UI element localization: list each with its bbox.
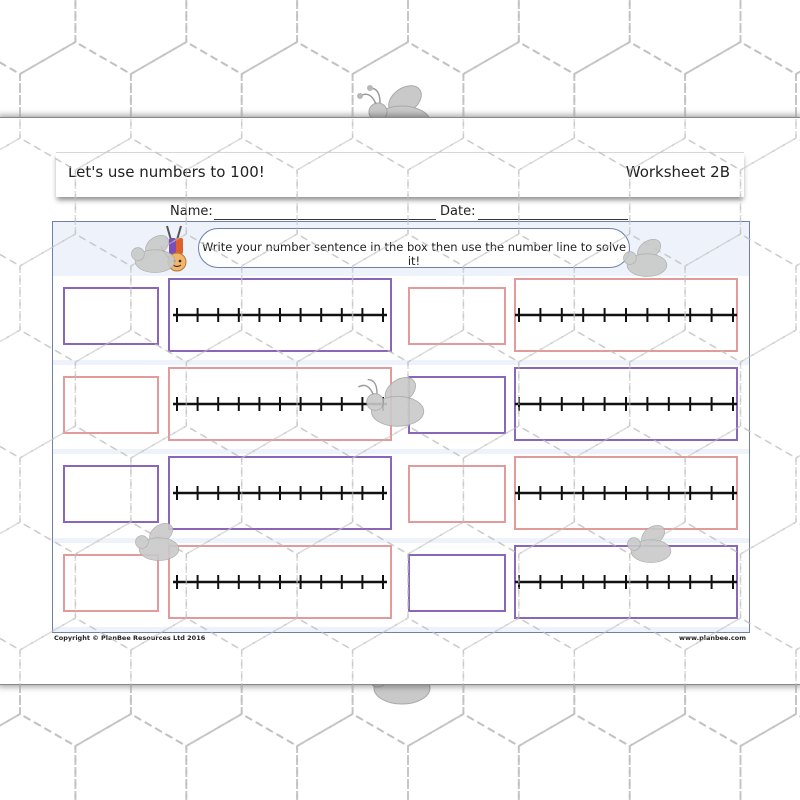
name-label: Name: (170, 204, 213, 219)
number-line (515, 394, 737, 414)
number-line (173, 572, 387, 592)
name-line[interactable] (214, 219, 436, 220)
bee-watermark-icon (348, 374, 434, 430)
number-sentence-box[interactable] (63, 287, 159, 345)
hexagon-cell (741, 714, 800, 800)
number-sentence-box[interactable] (408, 554, 506, 612)
number-sentence-box[interactable] (63, 465, 159, 523)
date-line[interactable] (478, 219, 628, 220)
number-line (173, 483, 387, 503)
hexagon-cell (186, 714, 297, 800)
bee-watermark-icon (118, 232, 182, 276)
hexagon-cell (186, 0, 297, 74)
hexagon-cell (408, 714, 519, 800)
bee-watermark-icon (122, 520, 186, 564)
hexagon-cell (519, 0, 630, 74)
hexagon-cell (741, 0, 800, 74)
hexagon-cell (0, 714, 75, 800)
hexagon-cell (297, 714, 408, 800)
bee-watermark-icon (610, 236, 674, 280)
name-date-row (170, 204, 640, 222)
hexagon-cell (75, 0, 186, 74)
number-line (173, 305, 387, 325)
worksheet-code: Worksheet 2B (625, 163, 730, 181)
copyright-text: Copyright © PlanBee Resources Ltd 2016 (54, 634, 206, 642)
number-line (515, 305, 737, 325)
hexagon-cell (408, 0, 519, 74)
instruction-bubble (198, 228, 630, 268)
number-sentence-box[interactable] (63, 376, 159, 434)
instruction-text: Write your number sentence in the box then use the number line to solve it! (201, 240, 627, 268)
number-sentence-box[interactable] (408, 465, 506, 523)
title-bar (56, 152, 744, 197)
hexagon-cell (297, 0, 408, 74)
number-line (515, 483, 737, 503)
worksheet-title: Let's use numbers to 100! (68, 163, 265, 181)
bee-watermark-icon (614, 522, 678, 566)
number-sentence-box[interactable] (408, 287, 506, 345)
website-text: www.planbee.com (679, 634, 746, 642)
hexagon-cell (630, 0, 741, 74)
number-line (515, 572, 737, 592)
hexagon-cell (519, 714, 630, 800)
hexagon-cell (630, 714, 741, 800)
hexagon-cell (75, 714, 186, 800)
date-label: Date: (440, 204, 476, 219)
